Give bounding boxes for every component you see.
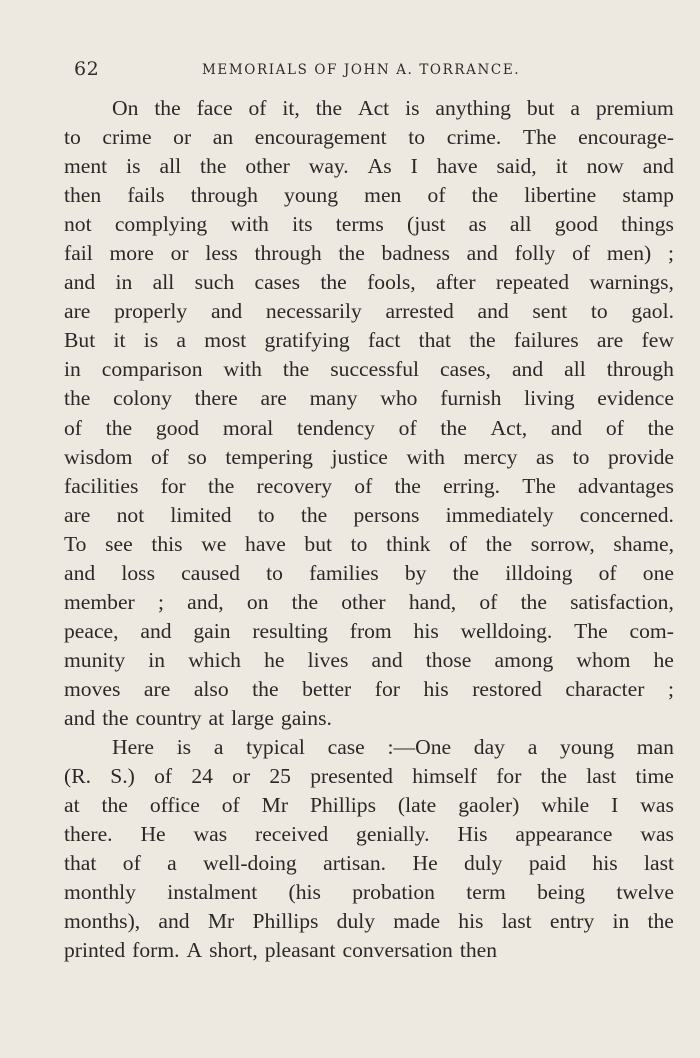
text-line: monthly instalment (his probation term being twelve — [64, 880, 674, 905]
text-line: and in all such cases the fools, after repeated warnings, — [64, 270, 674, 295]
text-line: are not limited to the persons immediately concerned. — [64, 502, 674, 527]
text-line: But it is a most gratifying fact that the failures are few — [64, 328, 674, 353]
page-header — [64, 58, 674, 86]
text-line: not complying with its terms (just as all good things — [64, 212, 674, 237]
text-line: then fails through young men of the libertine stamp — [64, 183, 674, 208]
text-line: fail more or less through the badness and folly of men) ; — [64, 241, 674, 266]
text-line: and loss caused to families by the illdoing of one — [64, 560, 674, 585]
text-line: To see this we have but to think of the sorrow, shame, — [64, 531, 674, 556]
text-line: months), and Mr Phillips duly made his last entry in the — [64, 909, 674, 934]
text-line: munity in which he lives and those among whom he — [64, 647, 674, 672]
text-line: that of a well-doing artisan. He duly paid his last — [64, 851, 674, 876]
text-line: printed form. A short, pleasant conversation then — [64, 938, 498, 963]
text-line: Here is a typical case :—One day a young man — [112, 735, 674, 760]
text-line: On the face of it, the Act is anything but a premium — [112, 96, 674, 120]
page-number: 62 — [74, 58, 100, 80]
text-line: there. He was received genially. His appearance was — [64, 822, 674, 847]
text-line: the colony there are many who furnish living evidence — [64, 386, 674, 411]
text-line: of the good moral tendency of the Act, and of the — [64, 415, 674, 440]
text-line: moves are also the better for his restored character ; — [64, 676, 674, 701]
text-line: are properly and necessarily arrested and sent to gaol. — [64, 299, 674, 324]
text-line: ment is all the other way. As I have said, it now and — [64, 154, 674, 179]
text-line: in comparison with the successful cases, and all through — [64, 357, 674, 382]
text-line: to crime or an encouragement to crime. The encourage- — [64, 125, 674, 150]
paragraph — [64, 733, 674, 965]
text-line: at the office of Mr Phillips (late gaoler) while I was — [64, 793, 674, 818]
text-line: and the country at large gains. — [64, 705, 332, 730]
body-text — [64, 94, 674, 965]
text-line: member ; and, on the other hand, of the satisfaction, — [64, 589, 674, 614]
text-line: peace, and gain resulting from his welldoing. The com- — [64, 618, 674, 643]
paragraph — [64, 94, 674, 733]
text-line: (R. S.) of 24 or 25 presented himself for the last time — [64, 764, 674, 789]
text-line: facilities for the recovery of the erring. The advantages — [64, 473, 674, 498]
running-title: MEMORIALS OF JOHN A. TORRANCE. — [202, 62, 521, 78]
text-line: wisdom of so tempering justice with mercy as to provide — [64, 444, 674, 469]
